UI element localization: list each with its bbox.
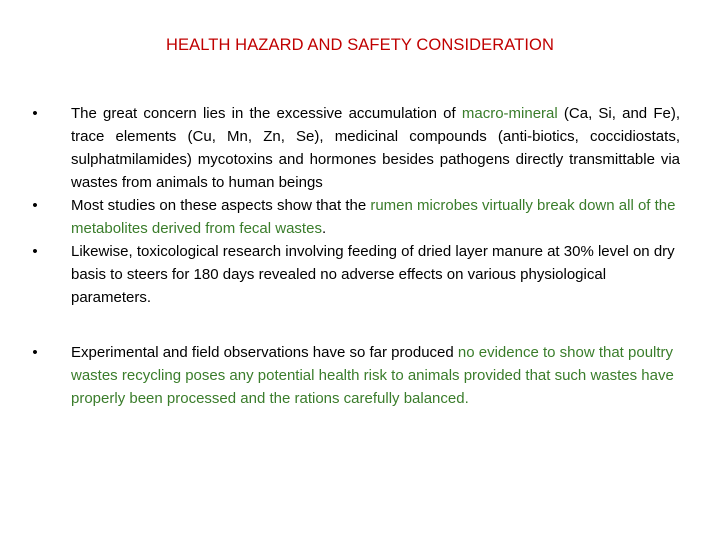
bullet-item [28, 341, 680, 410]
bullet-item [28, 102, 680, 194]
bullet-text-segment: Experimental and field observations have so far produced [71, 344, 458, 361]
bullet-text-segment: (Ca, Si, and Fe), trace elements (Cu, Mn, Zn, Se), medicinal compounds (anti-biotics, coccidiostats, sulphatmilamides) mycotoxins and hormones besides pathogens directly transmittable via wastes from animals to human beings [71, 105, 680, 191]
bullet-list [28, 102, 680, 410]
bullet-highlight-segment: rumen microbes virtually break down all of the metabolites derived from fecal wastes [71, 197, 676, 237]
bullet-dot: • [32, 105, 38, 122]
slide-title: HEALTH HAZARD AND SAFETY CONSIDERATION [166, 36, 554, 54]
bullet-highlight-segment: no evidence to show that poultry wastes recycling poses any potential health risk to animals provided that such wastes have properly been processed and the rations carefully balanced. [71, 344, 674, 407]
bullet-item [28, 194, 680, 240]
bullet-highlight-segment: macro-mineral [461, 105, 558, 122]
bullet-dot: • [32, 344, 38, 361]
bullet-text-segment: The great concern lies in the excessive accumulation of [71, 105, 462, 122]
bullet-text-segment: Most studies on these aspects show that the [71, 197, 371, 214]
bullet-dot: • [32, 243, 38, 260]
bullet-dot: • [32, 197, 38, 214]
bullet-item [28, 240, 680, 309]
bullet-text-segment: . [321, 220, 327, 237]
bullet-text-segment: Likewise, toxicological research involving feeding of dried layer manure at 30% level on dry basis to steers for 180 days revealed no adverse effects on various physiological parameters. [71, 243, 675, 306]
